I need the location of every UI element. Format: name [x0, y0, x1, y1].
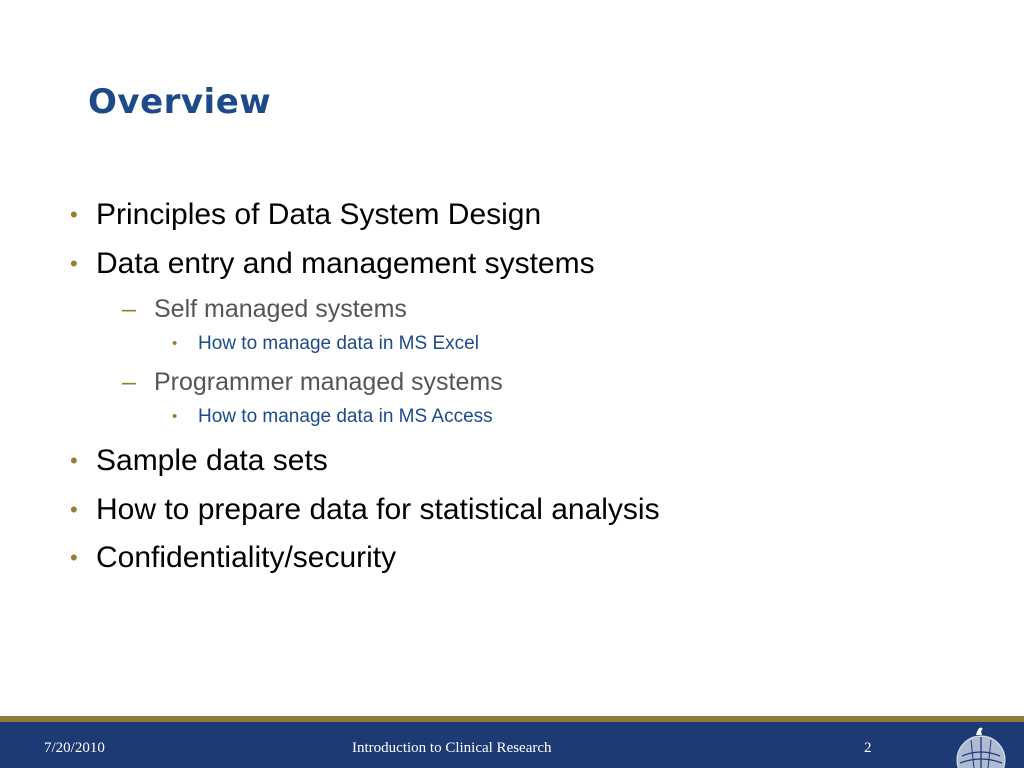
dash-marker: – — [122, 368, 136, 396]
bullet-text: Sample data sets — [96, 444, 328, 477]
bullet-text: How to prepare data for statistical analysis — [96, 493, 660, 526]
bullet-text: Confidentiality/security — [96, 541, 397, 574]
bullet-marker: • — [172, 335, 178, 352]
bullet-text: Principles of Data System Design — [96, 198, 542, 231]
footer-date: 7/20/2010 — [44, 740, 105, 756]
slide-title: Overview — [88, 82, 272, 122]
bullet-marker: • — [70, 251, 78, 276]
footer-title: Introduction to Clinical Research — [352, 740, 552, 756]
sub-bullet-text: Programmer managed systems — [154, 368, 503, 396]
bullet-text: Data entry and management systems — [96, 247, 595, 280]
sub-sub-bullet-text: How to manage data in MS Access — [198, 406, 493, 427]
bullet-marker: • — [70, 202, 78, 227]
bullet-marker: • — [172, 408, 178, 425]
bullet-marker: • — [70, 497, 78, 522]
bullet-marker: • — [70, 448, 78, 473]
slide-footer — [0, 722, 1024, 768]
sub-bullet-text: Self managed systems — [154, 295, 407, 323]
sub-sub-bullet-text: How to manage data in MS Excel — [198, 333, 479, 354]
bullet-marker: • — [70, 545, 78, 570]
page-number: 2 — [864, 740, 872, 756]
university-seal-icon — [952, 722, 1010, 768]
dash-marker: – — [122, 295, 136, 323]
